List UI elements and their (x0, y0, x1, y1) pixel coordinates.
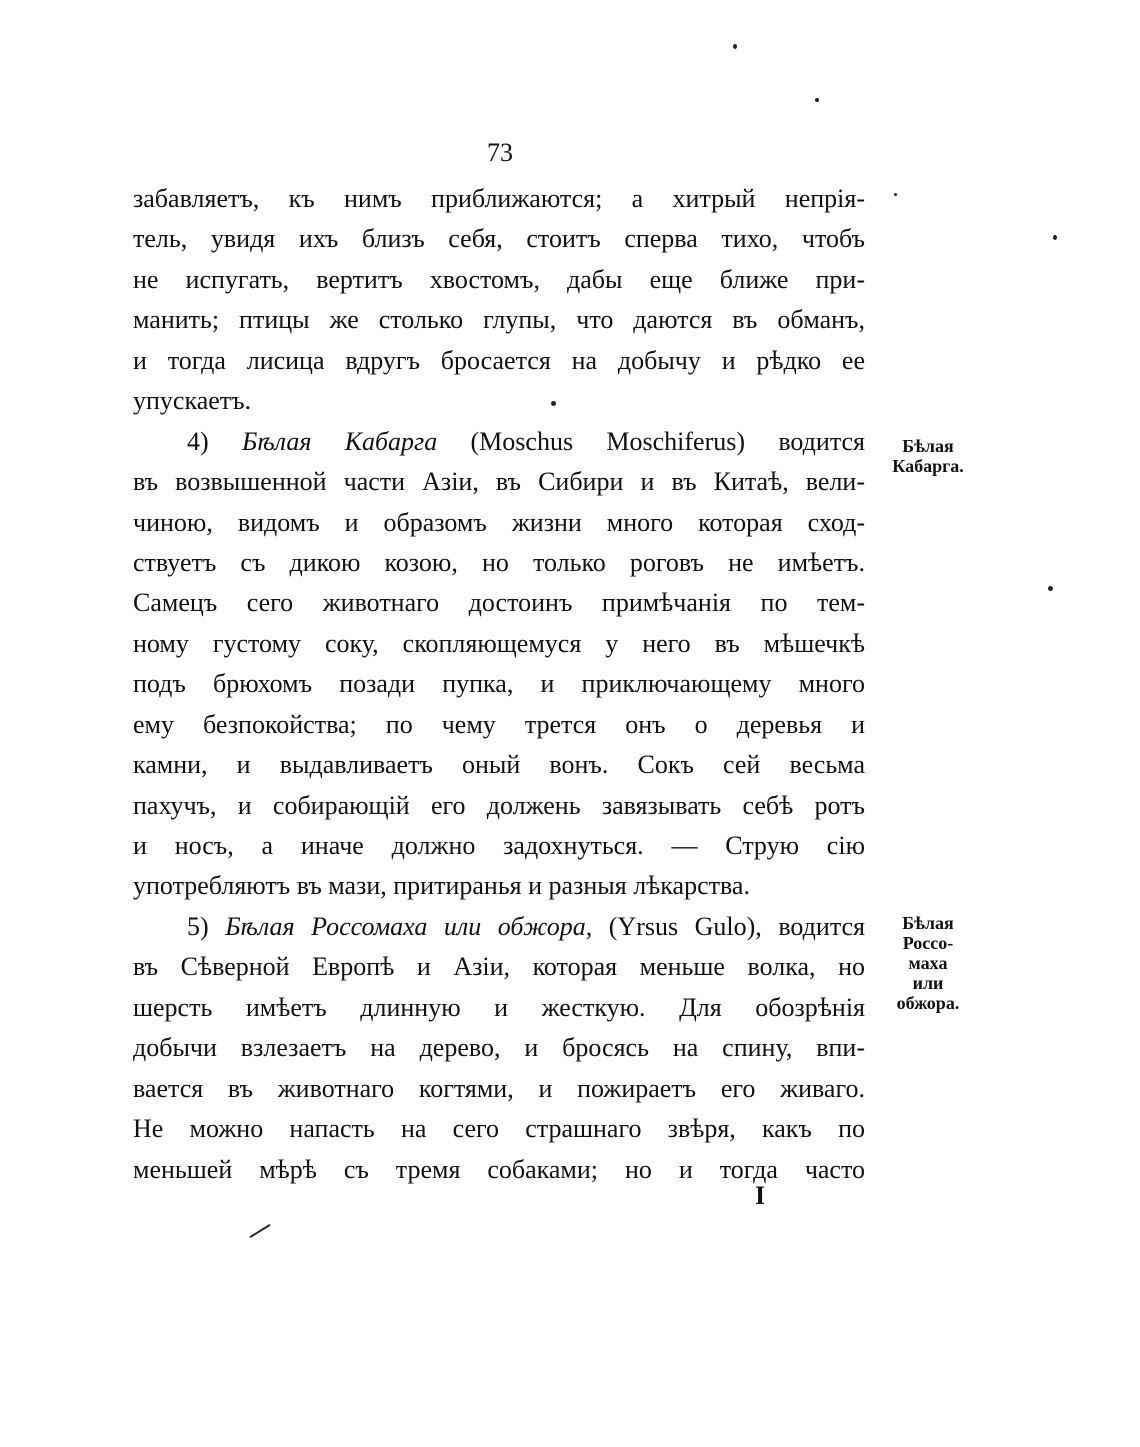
scan-speck (249, 1224, 270, 1238)
scan-speck (1053, 235, 1057, 240)
text-line: шерсть имѣетъ длинную и жесткую. Для обозрѣнія (133, 992, 865, 1022)
text-line: добычи взлезаетъ на дерево, и бросясь на спину, впи- (133, 1033, 865, 1063)
margin-note-line: обжора. (896, 993, 960, 1013)
paragraph-heading-line (133, 422, 865, 462)
entry-number: 5) (187, 911, 209, 941)
margin-note-line: Бѣлая (902, 436, 954, 456)
text-line: не испугать, вертитъ хвостомъ, дабы еще ближе при- (133, 264, 865, 294)
text-line: въ Сѣверной Европѣ и Азіи, которая меньше волка, но (133, 952, 865, 982)
text-line: пахучъ, и собирающій его должень завязывать себѣ ротъ (133, 790, 865, 820)
text-line: камни, и выдавливаетъ оный вонъ. Сокъ сей весьма (133, 750, 865, 780)
main-text (133, 179, 865, 1190)
text-line: вается въ животнаго когтями, и пожираетъ его живаго. (133, 1073, 865, 1103)
entry-rest: (Yrsus Gulo), водится (592, 911, 866, 941)
text-line: Не можно напасть на сего страшнаго звѣря, какъ по (133, 1114, 865, 1144)
text-line: подъ брюхомъ позади пупка, и приключающему много (133, 669, 865, 699)
text-line: чиною, видомъ и образомъ жизни много которая сход- (133, 507, 865, 537)
scan-speck (894, 193, 897, 196)
text-line: употребляютъ въ мази, притиранья и разныя лѣкарства. (133, 871, 750, 901)
page-number: 73 (487, 138, 513, 167)
scan-speck (815, 98, 819, 102)
paragraph-2 (133, 422, 865, 907)
margin-note-line: маха (908, 953, 948, 973)
text-line: тель, увидя ихъ близъ себя, стоитъ сперва тихо, чтобъ (133, 224, 865, 254)
margin-note-kabarga (878, 436, 978, 476)
entry-title: Бѣлая Кабарга (241, 426, 438, 456)
text-line: манить; птицы же столько глупы, что даются въ обманъ, (133, 305, 865, 335)
text-line: упускаетъ. (133, 386, 252, 416)
paragraph-heading-line (133, 907, 865, 947)
margin-note-line: Бѣлая (902, 913, 954, 933)
text-line: и носъ, а иначе должно задохнуться. — Струю сію (133, 831, 865, 860)
text-line: Самецъ сего животнаго достоинъ примѣчанія по тем- (133, 588, 865, 618)
margin-note-line: Кабарга. (892, 456, 964, 476)
signature-mark: I (754, 1181, 766, 1210)
text-line: въ возвышенной части Азіи, въ Сибири и въ Китаѣ, вели- (133, 467, 865, 497)
entry-rest: (Moschus Moschiferus) водится (437, 426, 865, 456)
text-line: и тогда лисица вдругъ бросается на добычу и рѣдко ее (133, 345, 865, 375)
text-line: меньшей мѣрѣ съ тремя собаками; но и тогда часто (133, 1154, 865, 1184)
paragraph-3 (133, 907, 865, 1190)
text-line: ствуетъ съ дикою козою, но только роговъ не имѣетъ. (133, 547, 865, 577)
text-line: ному густому соку, скопляющемуся у него въ мѣшечкѣ (133, 628, 865, 658)
scan-speck (1048, 586, 1053, 591)
scan-speck (551, 401, 556, 406)
entry-number: 4) (187, 426, 209, 456)
paragraph-1 (133, 179, 865, 422)
margin-note-line: или (912, 973, 944, 993)
margin-note-rossomaha (878, 913, 978, 1013)
text-line: ему безпокойства; по чему трется онъ о деревья и (133, 709, 865, 739)
margin-note-line: Россо- (902, 933, 954, 953)
scan-speck (733, 44, 737, 49)
text-line: забавляетъ, къ нимъ приближаются; а хитрый непрія- (133, 184, 865, 213)
entry-title: Бѣлая Россомаха или обжора, (225, 911, 593, 941)
